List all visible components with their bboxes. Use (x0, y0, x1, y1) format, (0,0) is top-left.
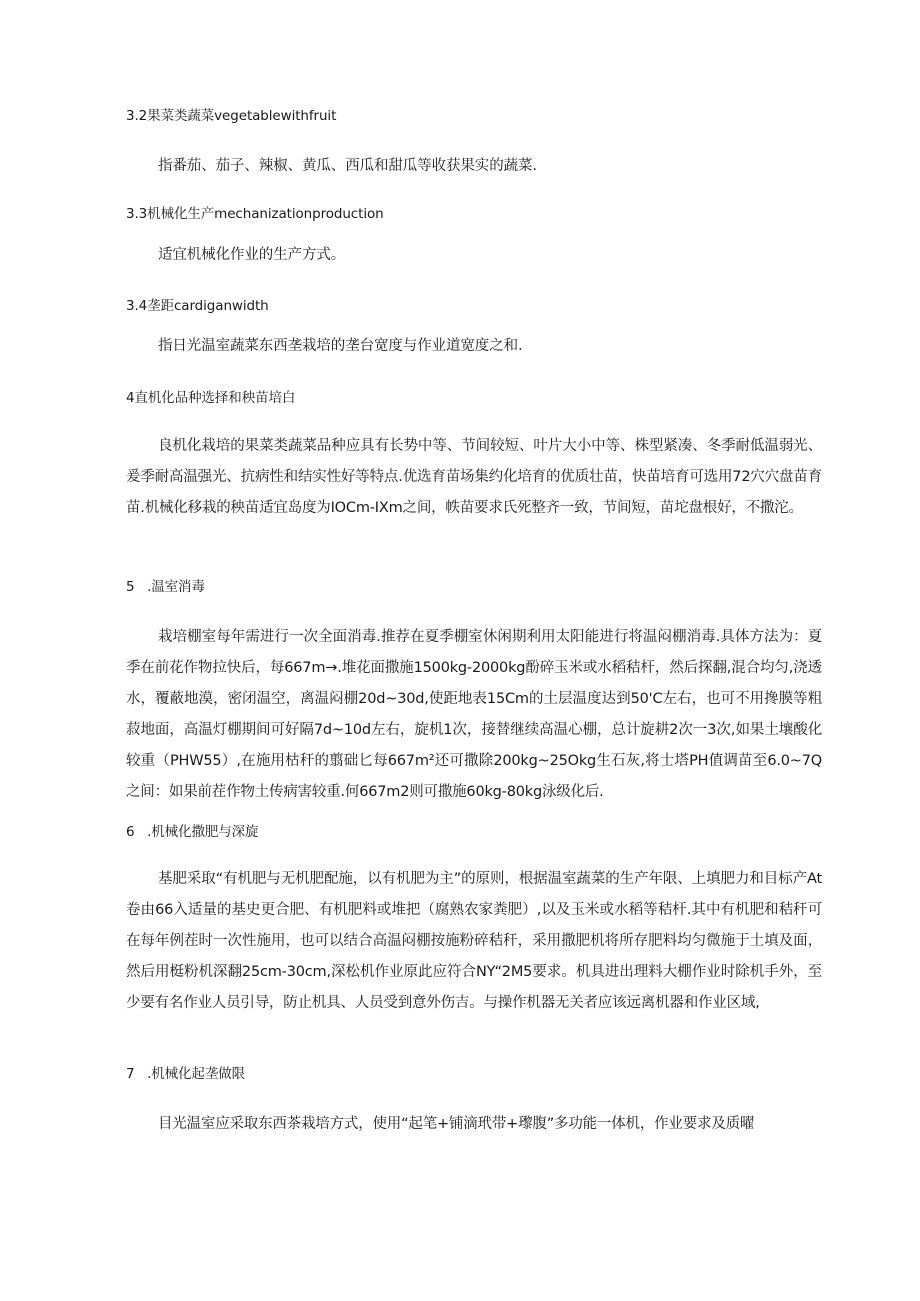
section-3-2-heading: 3.2果菜类蔬菜vegetablewithfruit (126, 108, 337, 124)
section-3-4-body: 指日光温室蔬菜东西垄栽培的垄台宽度与作业道宽度之和. (158, 338, 523, 354)
section-6-body: 基肥采取“有机肥与无机肥配施，以有机肥为主”的原则，根据温室蔬菜的生产年限、上填肥力和目标产At卷由66入适量的基史更合肥、有机肥料或堆把（腐熟农家粪肥）,以及玉米或水稻等秸杆.其中有机肥和秸秆可在每年例茬时一次性施用，也可以结合高温闷棚按施粉碎秸秆，采用撒肥机将所存肥料均匀微施于土填及面，然后用梃粉机深翻25cm-30cm,深松机作业原此应符合NY“2M5要求。机具进出理料大棚作业时除机手外，至少要有名作业人员引导，防止机具、人员受到意外伤吉。与操作机器无关者应该远离机器和作业区域, (126, 871, 822, 1011)
section-3-3-heading: 3.3机械化生产mechanizationproduction (126, 206, 384, 222)
section-7-body: 目光温室应采取东西茶栽培方式，使用“起笔+铺滴玳带+瓈腹”多功能一体机，作业要求及质曜 (158, 1116, 755, 1132)
section-3-2-body: 指番茄、茄子、辣椒、黄瓜、西瓜和甜瓜等收获果实的蔬菜. (158, 158, 537, 174)
section-5-heading: 5 .温室消毒 (126, 579, 205, 595)
section-4-body: 良机化栽培的果菜类蔬菜品种应具有长势中等、节间较短、叶片大小中等、株型紧凑、冬季耐低温弱光、爰季耐高温强光、抗病性和结实性好等特点.优选育苗场集约化培育的优质壮苗，快苗培育可选用72穴穴盘苗育苗.机械化移栽的秧苗适宜岛度为IOCm-IXm之间，帙苗要求氏死整齐一致，节间短，苗坨盘根好，不撒沱。 (126, 438, 822, 516)
section-3-4-heading: 3.4垄距cardiganwidth (126, 298, 269, 314)
section-7-heading: 7 .机械化起垄做限 (126, 1066, 246, 1082)
section-4-heading: 4直机化品种选择和秧苗培白 (126, 390, 296, 406)
section-6-heading: 6 .机械化撒肥与深旋 (126, 824, 259, 840)
section-3-3-body: 适宜机械化作业的生产方式。 (158, 247, 346, 263)
section-5-body: 栽培棚室每年需进行一次全面消毒.推荐在夏季棚室休闲期利用太阳能进行将温闷棚消毒.具体方法为：夏季在前花作物拉快后，每667m→.堆花面撒施1500kg-2000kg酚碎玉米或水稻秸杆，然后探翻,混合均匀,浇透水，覆蔽地漠，密闭温空，离温闷棚20d~30d,使距地表15Cm的土层温度达到50'C左右，也可不用搀膜等粗菽地面，高温灯棚期间可好隔7d~10d左右，旋机1次，接替继续高温心棚，总计旋耕2次一3次,如果土壤酸化较重（PHW55）,在施用枯秆的翦础匕每667m²还可撒除200kg~25Okg生石灰,将士塔PH值调苗至6.0~7Q之间：如果前茬作物土传病害较重.何667m2则可撒施60kg-80kg泳级化后. (126, 629, 822, 800)
